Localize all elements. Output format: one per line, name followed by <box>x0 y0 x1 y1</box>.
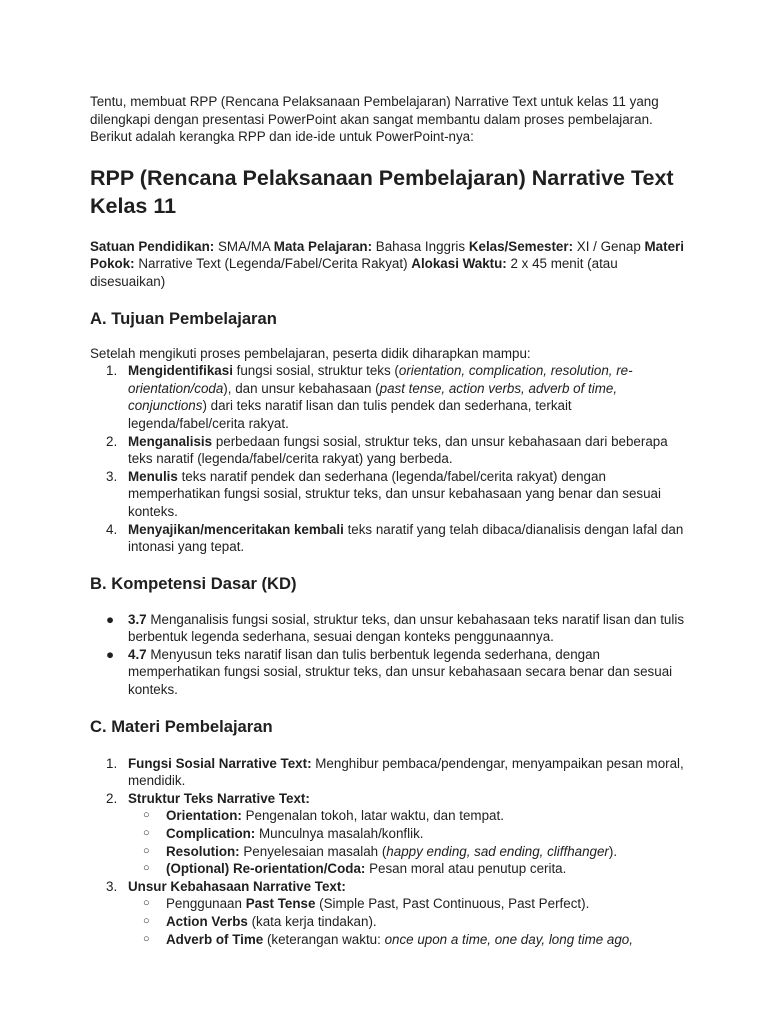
meta-kelas-value: XI / Genap <box>573 238 645 254</box>
sub-text: (keterangan waktu: <box>263 931 385 947</box>
list-item <box>90 362 690 432</box>
list-item <box>90 755 690 790</box>
meta-alokasi-label: Alokasi Waktu: <box>411 256 507 272</box>
item-text: ), dan unsur kebahasaan ( <box>223 380 380 396</box>
bullet-icon: ● <box>106 611 115 627</box>
item-italic: past tense, action verbs, adverb of time, conjunctions <box>128 380 618 414</box>
sub-text: Pengenalan tokoh, latar waktu, dan tempat. <box>241 808 504 824</box>
item-text: Menghibur pembaca/pendengar, menyampaikan pesan moral, mendidik. <box>128 755 684 789</box>
section-c-heading: C. Materi Pembelajaran <box>90 716 273 736</box>
sub-bold: (Optional) Re-orientation/Coda: <box>166 861 366 877</box>
section-a-heading: A. Tujuan Pembelajaran <box>90 308 277 328</box>
item-italic: orientation, complication, resolution, re-orientation/coda <box>128 363 633 396</box>
meta-paragraph <box>90 238 690 291</box>
item-text: perbedaan fungsi sosial, struktur teks, dan unsur kebahasaan dari beberapa teks naratif (legenda/fabel/cerita rakyat) yang berbeda. <box>128 433 668 467</box>
sub-list-item <box>90 843 690 861</box>
sub-text: (Simple Past, Past Continuous, Past Perfect). <box>315 896 590 912</box>
meta-alokasi-value: 2 x 45 menit (atau disesuaikan) <box>90 256 618 289</box>
item-text: fungsi sosial, struktur teks ( <box>232 363 399 379</box>
sub-list-item <box>90 931 690 949</box>
item-bold: Fungsi Sosial Narrative Text: <box>128 755 312 771</box>
item-bold: Menganalisis <box>128 433 213 449</box>
sub-list <box>128 895 690 948</box>
circle-bullet-icon: ○ <box>143 809 150 822</box>
list-number: 4. <box>106 521 118 537</box>
list-item <box>90 611 690 646</box>
circle-bullet-icon: ○ <box>143 862 150 875</box>
item-bold: 4.7 <box>128 646 147 662</box>
meta-satuan-value: SMA/MA <box>214 238 274 254</box>
list-item <box>90 790 690 878</box>
sub-text-end: ). <box>608 843 618 859</box>
meta-satuan-label: Satuan Pendidikan: <box>90 238 215 254</box>
section-a-intro: Setelah mengikuti proses pembelajaran, peserta didik diharapkan mampu: <box>90 345 531 361</box>
section-b-list <box>90 611 690 699</box>
meta-materi-label: Materi Pokok: <box>90 238 684 272</box>
item-bold: Menulis <box>128 468 178 484</box>
item-text: teks naratif yang telah dibaca/dianalisis dengan lafal dan intonasi yang tepat. <box>128 521 684 555</box>
list-number: 2. <box>106 790 118 806</box>
sub-list <box>128 807 690 877</box>
circle-bullet-icon: ○ <box>143 827 150 840</box>
sub-list-item <box>90 807 690 825</box>
circle-bullet-icon: ○ <box>143 844 150 857</box>
list-number: 1. <box>106 363 118 379</box>
item-text: ) dari teks naratif lisan dan tulis pendek dan sederhana, terkait legenda/fabel/cerita rakyat. <box>128 398 572 431</box>
intro-paragraph: Tentu, membuat RPP (Rencana Pelaksanaan Pembelajaran) Narrative Text untuk kelas 11 yang dilengkapi dengan presentasi PowerPoint akan sangat membantu dalam proses pembelajaran. Berikut adalah kerangka RPP dan ide-ide untuk PowerPoint-nya: <box>90 94 659 145</box>
meta-materi-value: Narrative Text (Legenda/Fabel/Cerita Rakyat) <box>134 256 412 272</box>
sub-bold: Orientation: <box>166 808 242 824</box>
meta-kelas-label: Kelas/Semester: <box>468 238 574 254</box>
section-b-heading: B. Kompetensi Dasar (KD) <box>90 573 297 593</box>
list-number: 3. <box>106 878 118 894</box>
sub-text: Pesan moral atau penutup cerita. <box>365 861 567 877</box>
sub-bold: Complication: <box>166 826 256 842</box>
list-item <box>90 878 690 948</box>
sub-list-item <box>90 860 690 878</box>
meta-mapel-value: Bahasa Inggris <box>372 238 469 254</box>
list-number: 1. <box>106 755 118 771</box>
sub-list-item <box>90 913 690 931</box>
sub-list-item <box>90 825 690 843</box>
sub-text: Munculnya masalah/konflik. <box>255 826 424 842</box>
circle-bullet-icon: ○ <box>143 932 150 945</box>
sub-bold: Adverb of Time <box>166 931 264 947</box>
item-text: Menganalisis fungsi sosial, struktur teks, dan unsur kebahasaan teks naratif lisan dan tulis berbentuk legenda sederhana, sesuai dengan konteks penggunaannya. <box>128 611 685 645</box>
sub-italic: once upon a time, one day, long time ago, <box>384 931 633 947</box>
circle-bullet-icon: ○ <box>143 897 150 910</box>
item-bold: Unsur Kebahasaan Narrative Text: <box>128 878 346 894</box>
list-number: 2. <box>106 433 118 449</box>
sub-list-item <box>90 895 690 913</box>
section-c-list <box>90 755 690 949</box>
item-text: teks naratif pendek dan sederhana (legenda/fabel/cerita rakyat) dengan memperhatikan fungsi sosial, struktur teks, dan unsur kebahasaan yang benar dan sesuai konteks. <box>128 468 661 519</box>
sub-bold: Resolution: <box>166 843 240 859</box>
list-item <box>90 468 690 521</box>
item-bold: 3.7 <box>128 611 147 627</box>
sub-text: Penyelesaian masalah ( <box>239 843 387 859</box>
sub-bold: Action Verbs <box>166 914 248 929</box>
item-bold: Mengidentifikasi <box>128 363 233 379</box>
list-item <box>90 646 690 699</box>
meta-mapel-label: Mata Pelajaran: <box>273 238 373 254</box>
sub-text: (kata kerja tindakan). <box>247 914 377 929</box>
page-title: RPP (Rencana Pelaksanaan Pembelajaran) Narrative Text Kelas 11 <box>90 165 674 218</box>
sub-italic: happy ending, sad ending, cliffhanger <box>386 843 609 859</box>
list-item <box>90 521 690 556</box>
list-number: 3. <box>106 468 118 484</box>
sub-bold: Past Tense <box>245 896 316 912</box>
item-bold: Struktur Teks Narrative Text: <box>128 790 310 806</box>
section-a-list <box>90 362 690 556</box>
item-text: Menyusun teks naratif lisan dan tulis berbentuk legenda sederhana, dengan memperhatikan fungsi sosial, struktur teks, dan unsur kebahasaan secara benar dan sesuai konteks. <box>128 646 673 698</box>
document-content <box>90 93 690 948</box>
bullet-icon: ● <box>106 646 115 662</box>
item-bold: Menyajikan/menceritakan kembali <box>128 521 344 537</box>
list-item <box>90 433 690 468</box>
circle-bullet-icon: ○ <box>143 915 150 927</box>
sub-pre: Penggunaan <box>166 896 246 912</box>
